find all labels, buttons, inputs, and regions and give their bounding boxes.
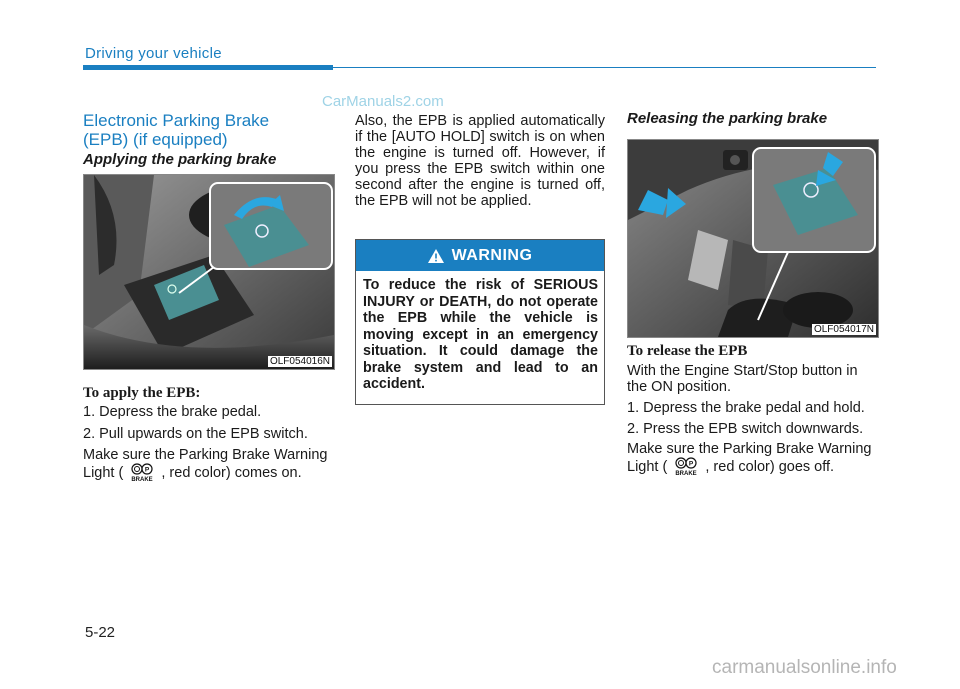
image-code-2: OLF054017N [813, 324, 874, 335]
release-step-1: 1. Depress the brake pedal and hold. [627, 400, 865, 416]
parking-brake-warning-icon [671, 457, 701, 477]
release-note-line-1: Make sure the Parking Brake Warning [627, 441, 872, 457]
apply-note [83, 447, 335, 483]
apply-step-2: 2. Pull upwards on the EPB switch. [83, 426, 308, 442]
release-intro: With the Engine Start/Stop button in the ON position. [627, 363, 858, 395]
image-code-1: OLF054016N [269, 356, 330, 367]
release-note-line-2: Light ( P BRAKE , red color) goes off. [627, 458, 835, 477]
release-heading: To release the EPB [627, 343, 748, 359]
svg-text:P: P [145, 466, 150, 474]
subhead-applying: Applying the parking brake [83, 151, 277, 168]
section-header: Driving your vehicle [85, 45, 222, 62]
auto-hold-paragraph: Also, the EPB is applied automatically if the [AUTO HOLD] switch is on when the engine is turned off. However, if you press the EPB switch within one second after the engine is turned off, the EPB will not be applied. [355, 113, 605, 209]
release-step-2: 2. Press the EPB switch downwards. [627, 421, 864, 437]
subhead-releasing: Releasing the parking brake [627, 110, 828, 127]
svg-text:BRAKE: BRAKE [131, 477, 154, 483]
title-line-1: Electronic Parking Brake [83, 111, 270, 130]
header-rule-thick [83, 65, 333, 70]
parking-brake-warning-icon [127, 463, 157, 483]
svg-text:P: P [689, 460, 694, 468]
apply-heading: To apply the EPB: [83, 385, 201, 401]
warning-box [355, 239, 605, 405]
release-note [627, 441, 879, 477]
svg-text:BRAKE: BRAKE [675, 471, 698, 477]
photo-releasing-brake [627, 139, 879, 338]
warning-header [356, 240, 604, 271]
title-line-2: (EPB) (if equipped) [83, 130, 228, 149]
apply-note-line-2: Light ( P BRAKE , red color) comes on. [83, 464, 302, 483]
apply-note-line-1: Make sure the Parking Brake Warning [83, 447, 328, 463]
page-number: 5-22 [85, 624, 116, 641]
console-release-illustration [628, 140, 878, 337]
photo-applying-brake [83, 174, 335, 370]
warning-text: To reduce the risk of SERIOUS INJURY or DEATH, do not operate the EPB while the vehicle is moving except in an emergency situation. It could damage the brake system and lead to an accident. [363, 277, 598, 392]
header-rule-thin [333, 67, 876, 68]
watermark-carmanuals2: CarManuals2.com [322, 93, 444, 110]
watermark-carmanualsonline: carmanualsonline.info [712, 657, 897, 678]
warning-title: WARNING [451, 246, 533, 264]
warning-triangle-icon [428, 249, 444, 263]
console-illustration [84, 175, 334, 369]
section-title [83, 111, 333, 149]
apply-step-1: 1. Depress the brake pedal. [83, 404, 262, 420]
